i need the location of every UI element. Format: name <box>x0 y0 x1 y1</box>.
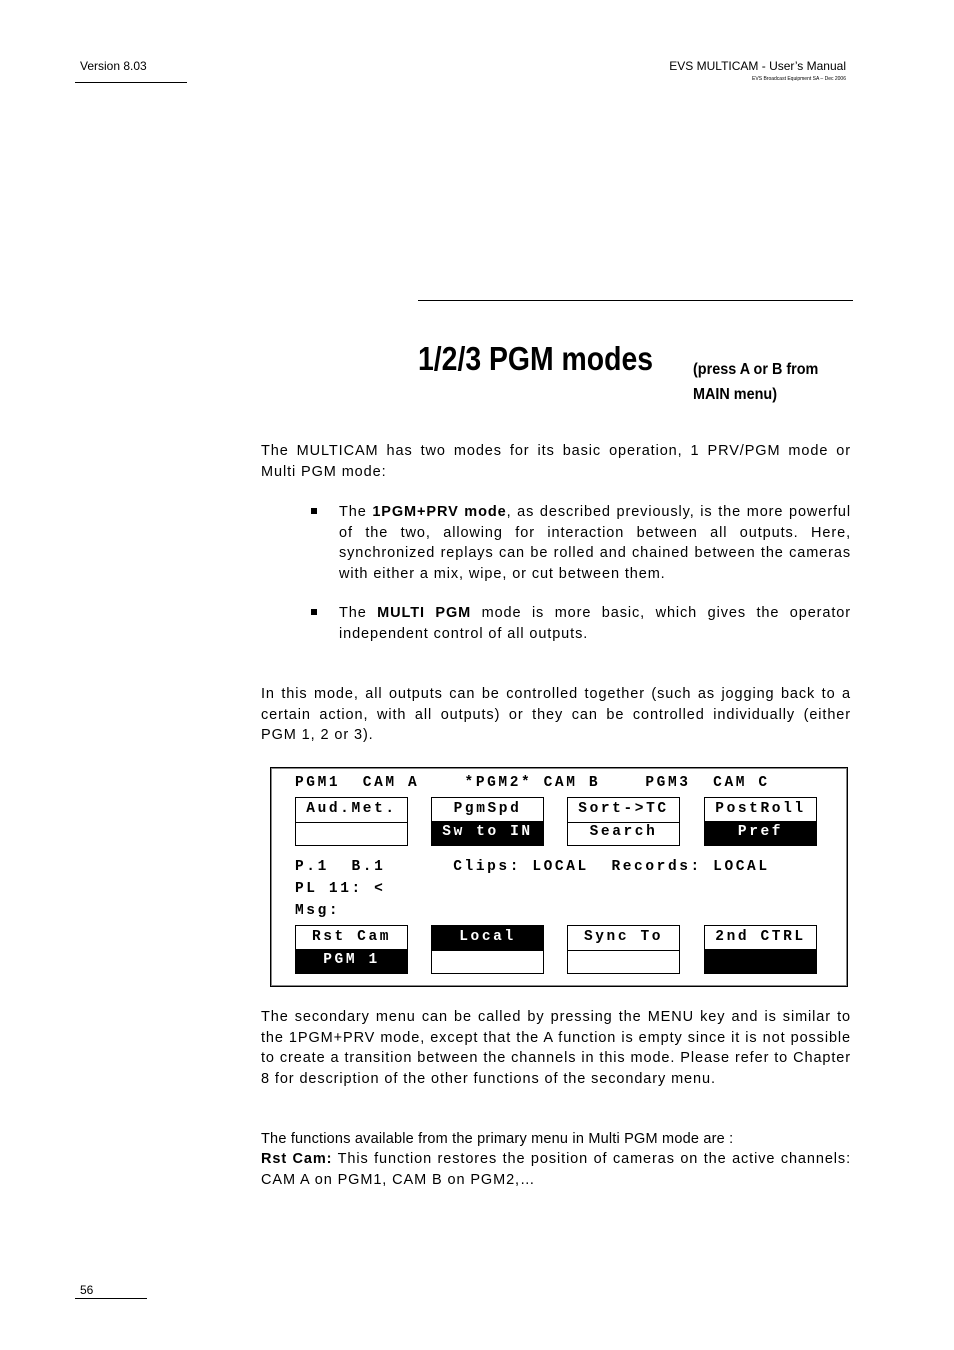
key-label-top: Local <box>432 926 543 951</box>
key-label-top: Sync To <box>568 926 679 951</box>
rst-cam-description <box>261 1149 851 1190</box>
key-label-bottom <box>432 949 543 973</box>
key-2nd-ctrl <box>704 925 817 974</box>
bullet-term: 1PGM+PRV mode <box>372 504 507 520</box>
pl-line: PL 11: < <box>295 881 386 897</box>
secondary-paragraph: The secondary menu can be called by pressing the MENU key and is similar to the 1PGM+PRV mode, except that the A function is empty since it is not possible to create a transition between the channels in this mode. Please refer to Chapter 8 for description of the other functions of the secondary menu. <box>261 1009 851 1087</box>
bullet-multi-pgm <box>339 603 851 644</box>
status-line: PGM1 CAM A *PGM2* CAM B PGM3 CAM C <box>295 775 770 791</box>
bullet-text: , as described previously, is the more powerful of the two, allowing for interaction between all outputs. Here, synchronized replays can be rolled and chained between the cameras with either a mix, wipe, or cut between them. <box>339 504 852 582</box>
key-label-bottom: Pref <box>705 821 816 845</box>
key-label-bottom: Sw to IN <box>432 821 543 845</box>
manual-subtitle: EVS Broadcast Equipment SA – Dec 2006 <box>752 76 846 82</box>
bullet-text: mode is more basic, which gives the operator independent control of all outputs. <box>339 605 851 642</box>
bullet-term: MULTI PGM <box>377 605 472 621</box>
page-number: 56 <box>80 1283 94 1297</box>
key-pgmspd <box>431 797 544 846</box>
key-rst-cam <box>295 925 408 974</box>
key-label-top: Aud.Met. <box>296 798 407 823</box>
key-label-bottom: Search <box>589 824 658 840</box>
intro-paragraph: The MULTICAM has two modes for its basic operation, 1 PRV/PGM mode or Multi PGM mode: <box>261 443 851 480</box>
key-label-top: 2nd CTRL <box>705 926 816 951</box>
section-title: 1/2/3 PGM modes <box>418 340 654 377</box>
key-label-bottom <box>568 949 679 973</box>
key-label-bottom: PGM 1 <box>296 949 407 973</box>
key-postroll <box>704 797 817 846</box>
version-label: Version 8.03 <box>80 59 147 73</box>
rst-cam-term: Rst Cam: <box>261 1151 333 1167</box>
key-local <box>431 925 544 974</box>
msg-line: Msg: <box>295 903 341 919</box>
rst-cam-text: This function restores the position of cameras on the active channels: CAM A on PGM1, CAM B on PGM2,… <box>261 1151 851 1188</box>
mode-paragraph: In this mode, all outputs can be controlled together (such as jogging back to a certain action, with all outputs) or they can be controlled individually (either PGM 1, 2 or 3). <box>261 686 851 743</box>
header-left-rule <box>75 82 187 83</box>
section-subtitle <box>693 357 818 407</box>
manual-title: EVS MULTICAM - User’s Manual <box>669 59 846 73</box>
bullet-pre: The <box>339 605 378 621</box>
key-label-top: PgmSpd <box>432 798 543 823</box>
footer-rule <box>75 1298 147 1299</box>
key-sort-tc <box>567 797 680 846</box>
key-sync-to <box>567 925 680 974</box>
subtitle-line-1: (press A or B from <box>693 361 819 378</box>
key-label-bottom <box>705 949 816 973</box>
lcd-screen-figure <box>270 767 848 987</box>
title-rule <box>418 300 853 301</box>
key-label-top: PostRoll <box>705 798 816 823</box>
bullet-pre: The <box>339 504 373 520</box>
key-label-bottom <box>296 821 407 845</box>
key-label-top: Rst Cam <box>296 926 407 951</box>
key-aud-met <box>295 797 408 846</box>
bullet-1pgm-prv <box>339 502 851 584</box>
key-label-top: Sort->TC <box>568 798 679 823</box>
functions-intro: The functions available from the primary menu in Multi PGM mode are : <box>261 1131 734 1147</box>
info-line: P.1 B.1 Clips: LOCAL Records: LOCAL <box>295 859 770 875</box>
bullet-marker <box>311 609 317 615</box>
bullet-marker <box>311 508 317 514</box>
subtitle-line-2: MAIN menu) <box>693 386 777 403</box>
